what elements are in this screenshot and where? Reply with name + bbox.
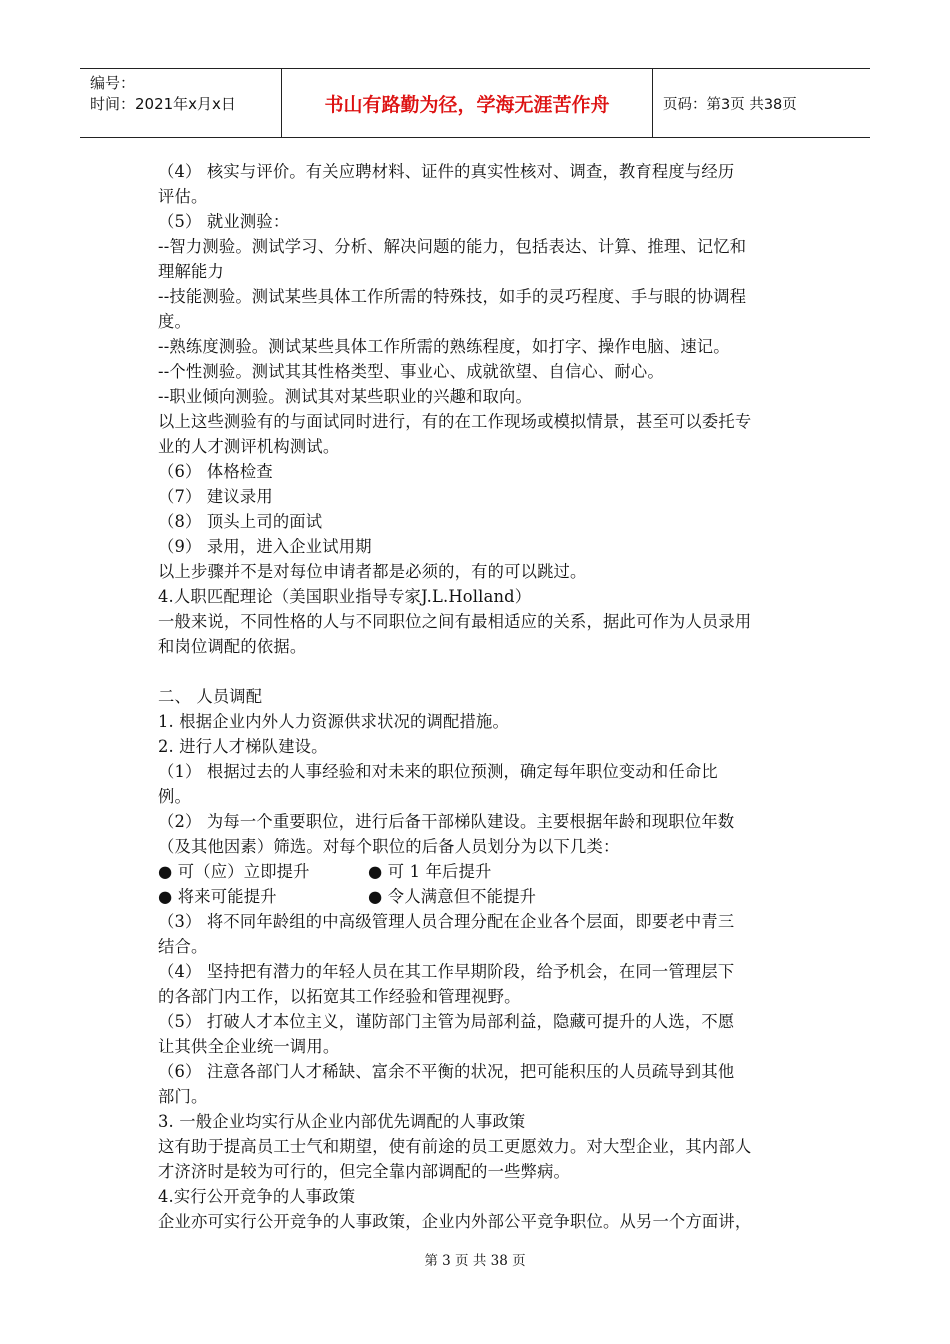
text-line: 的各部门内工作，以拓宽其工作经验和管理视野。	[158, 987, 521, 1006]
text-line: （1） 根据过去的人事经验和对未来的职位预测，确定每年职位变动和任命比	[158, 762, 718, 781]
text-line: （4） 坚持把有潜力的年轻人员在其工作早期阶段，给予机会，在同一管理层下	[158, 962, 735, 981]
text-line: --智力测验。测试学习、分析、解决问题的能力，包括表达、计算、推理、记忆和	[158, 237, 747, 256]
number-label: 编号：	[90, 74, 136, 92]
bullet-row	[158, 884, 794, 909]
text-line: 这有助于提高员工士气和期望，使有前途的员工更愿效力。对大型企业，其内部人	[158, 1137, 752, 1156]
text-line: （4） 核实与评价。有关应聘材料、证件的真实性核对、调查，教育程度与经历	[158, 162, 735, 181]
time-label: 时间：2021年x月x日	[90, 95, 236, 113]
text-line: --职业倾向测验。测试其对某些职业的兴趣和取向。	[158, 387, 532, 406]
text-line: 度。	[158, 312, 191, 331]
text-line: --个性测验。测试其其性格类型、事业心、成就欲望、自信心、耐心。	[158, 362, 664, 381]
text-line: 结合。	[158, 937, 208, 956]
text-line: 例。	[158, 787, 191, 806]
text-line: --技能测验。测试某些具体工作所需的特殊技，如手的灵巧程度、手与眼的协调程	[158, 287, 747, 306]
text-line: 以上步骤并不是对每位申请者都是必须的，有的可以跳过。	[158, 562, 587, 581]
text-line: 2. 进行人才梯队建设。	[158, 737, 328, 756]
header-info	[80, 69, 281, 137]
text-line: 评估。	[158, 187, 208, 206]
text-line: 理解能力	[158, 262, 224, 281]
text-line: --熟练度测验。测试某些具体工作所需的熟练程度，如打字、操作电脑、速记。	[158, 337, 730, 356]
bullet-item: ● 将来可能提升	[158, 887, 277, 906]
text-line: （5） 就业测验：	[158, 212, 290, 231]
text-line: （8） 顶头上司的面试	[158, 512, 323, 531]
text-line: 4.人职匹配理论（美国职业指导专家J.L.Holland）	[158, 587, 532, 606]
header-page-info: 页码：第3页 共38页	[663, 96, 797, 113]
text-line: 和岗位调配的依据。	[158, 637, 307, 656]
bullet-item: ● 令人满意但不能提升	[368, 887, 537, 906]
section-heading: 二、 人员调配	[158, 687, 263, 706]
text-line: （9） 录用，进入企业试用期	[158, 537, 372, 556]
text-line: 1. 根据企业内外人力资源供求状况的调配措施。	[158, 712, 509, 731]
page-footer: 第 3 页 共 38 页	[424, 1253, 526, 1269]
blank-line	[158, 659, 794, 684]
text-line: 才济济时是较为可行的，但完全靠内部调配的一些弊病。	[158, 1162, 571, 1181]
text-line: （3） 将不同年龄组的中高级管理人员合理分配在企业各个层面，即要老中青三	[158, 912, 735, 931]
text-line: 3. 一般企业均实行从企业内部优先调配的人事政策	[158, 1112, 526, 1131]
text-line: （5） 打破人才本位主义，谨防部门主管为局部利益，隐藏可提升的人选，不愿	[158, 1012, 735, 1031]
bullet-item: ● 可 1 年后提升	[368, 862, 492, 881]
text-line: 4.实行公开竞争的人事政策	[158, 1187, 356, 1206]
text-line: 一般来说，不同性格的人与不同职位之间有最相适应的关系，据此可作为人员录用	[158, 612, 752, 631]
text-line: 以上这些测验有的与面试同时进行，有的在工作现场或模拟情景，甚至可以委托专	[158, 412, 752, 431]
text-line: 企业亦可实行公开竞争的人事政策，企业内外部公平竞争职位。从另一个方面讲，	[158, 1212, 752, 1231]
header-motto: 书山有路勤为径，学海无涯苦作舟	[281, 69, 653, 137]
page-header	[80, 68, 870, 138]
body-text	[158, 159, 794, 1234]
text-line: （6） 体格检查	[158, 462, 273, 481]
bullet-row	[158, 859, 794, 884]
text-line: （及其他因素）筛选。对每个职位的后备人员划分为以下几类：	[158, 837, 620, 856]
text-line: （6） 注意各部门人才稀缺、富余不平衡的状况，把可能积压的人员疏导到其他	[158, 1062, 735, 1081]
text-line: （2） 为每一个重要职位，进行后备干部梯队建设。主要根据年龄和现职位年数	[158, 812, 735, 831]
text-line: 业的人才测评机构测试。	[158, 437, 340, 456]
text-line: （7） 建议录用	[158, 487, 273, 506]
text-line: 部门。	[158, 1087, 208, 1106]
text-line: 让其供全企业统一调用。	[158, 1037, 340, 1056]
bullet-item: ● 可（应）立即提升	[158, 862, 310, 881]
